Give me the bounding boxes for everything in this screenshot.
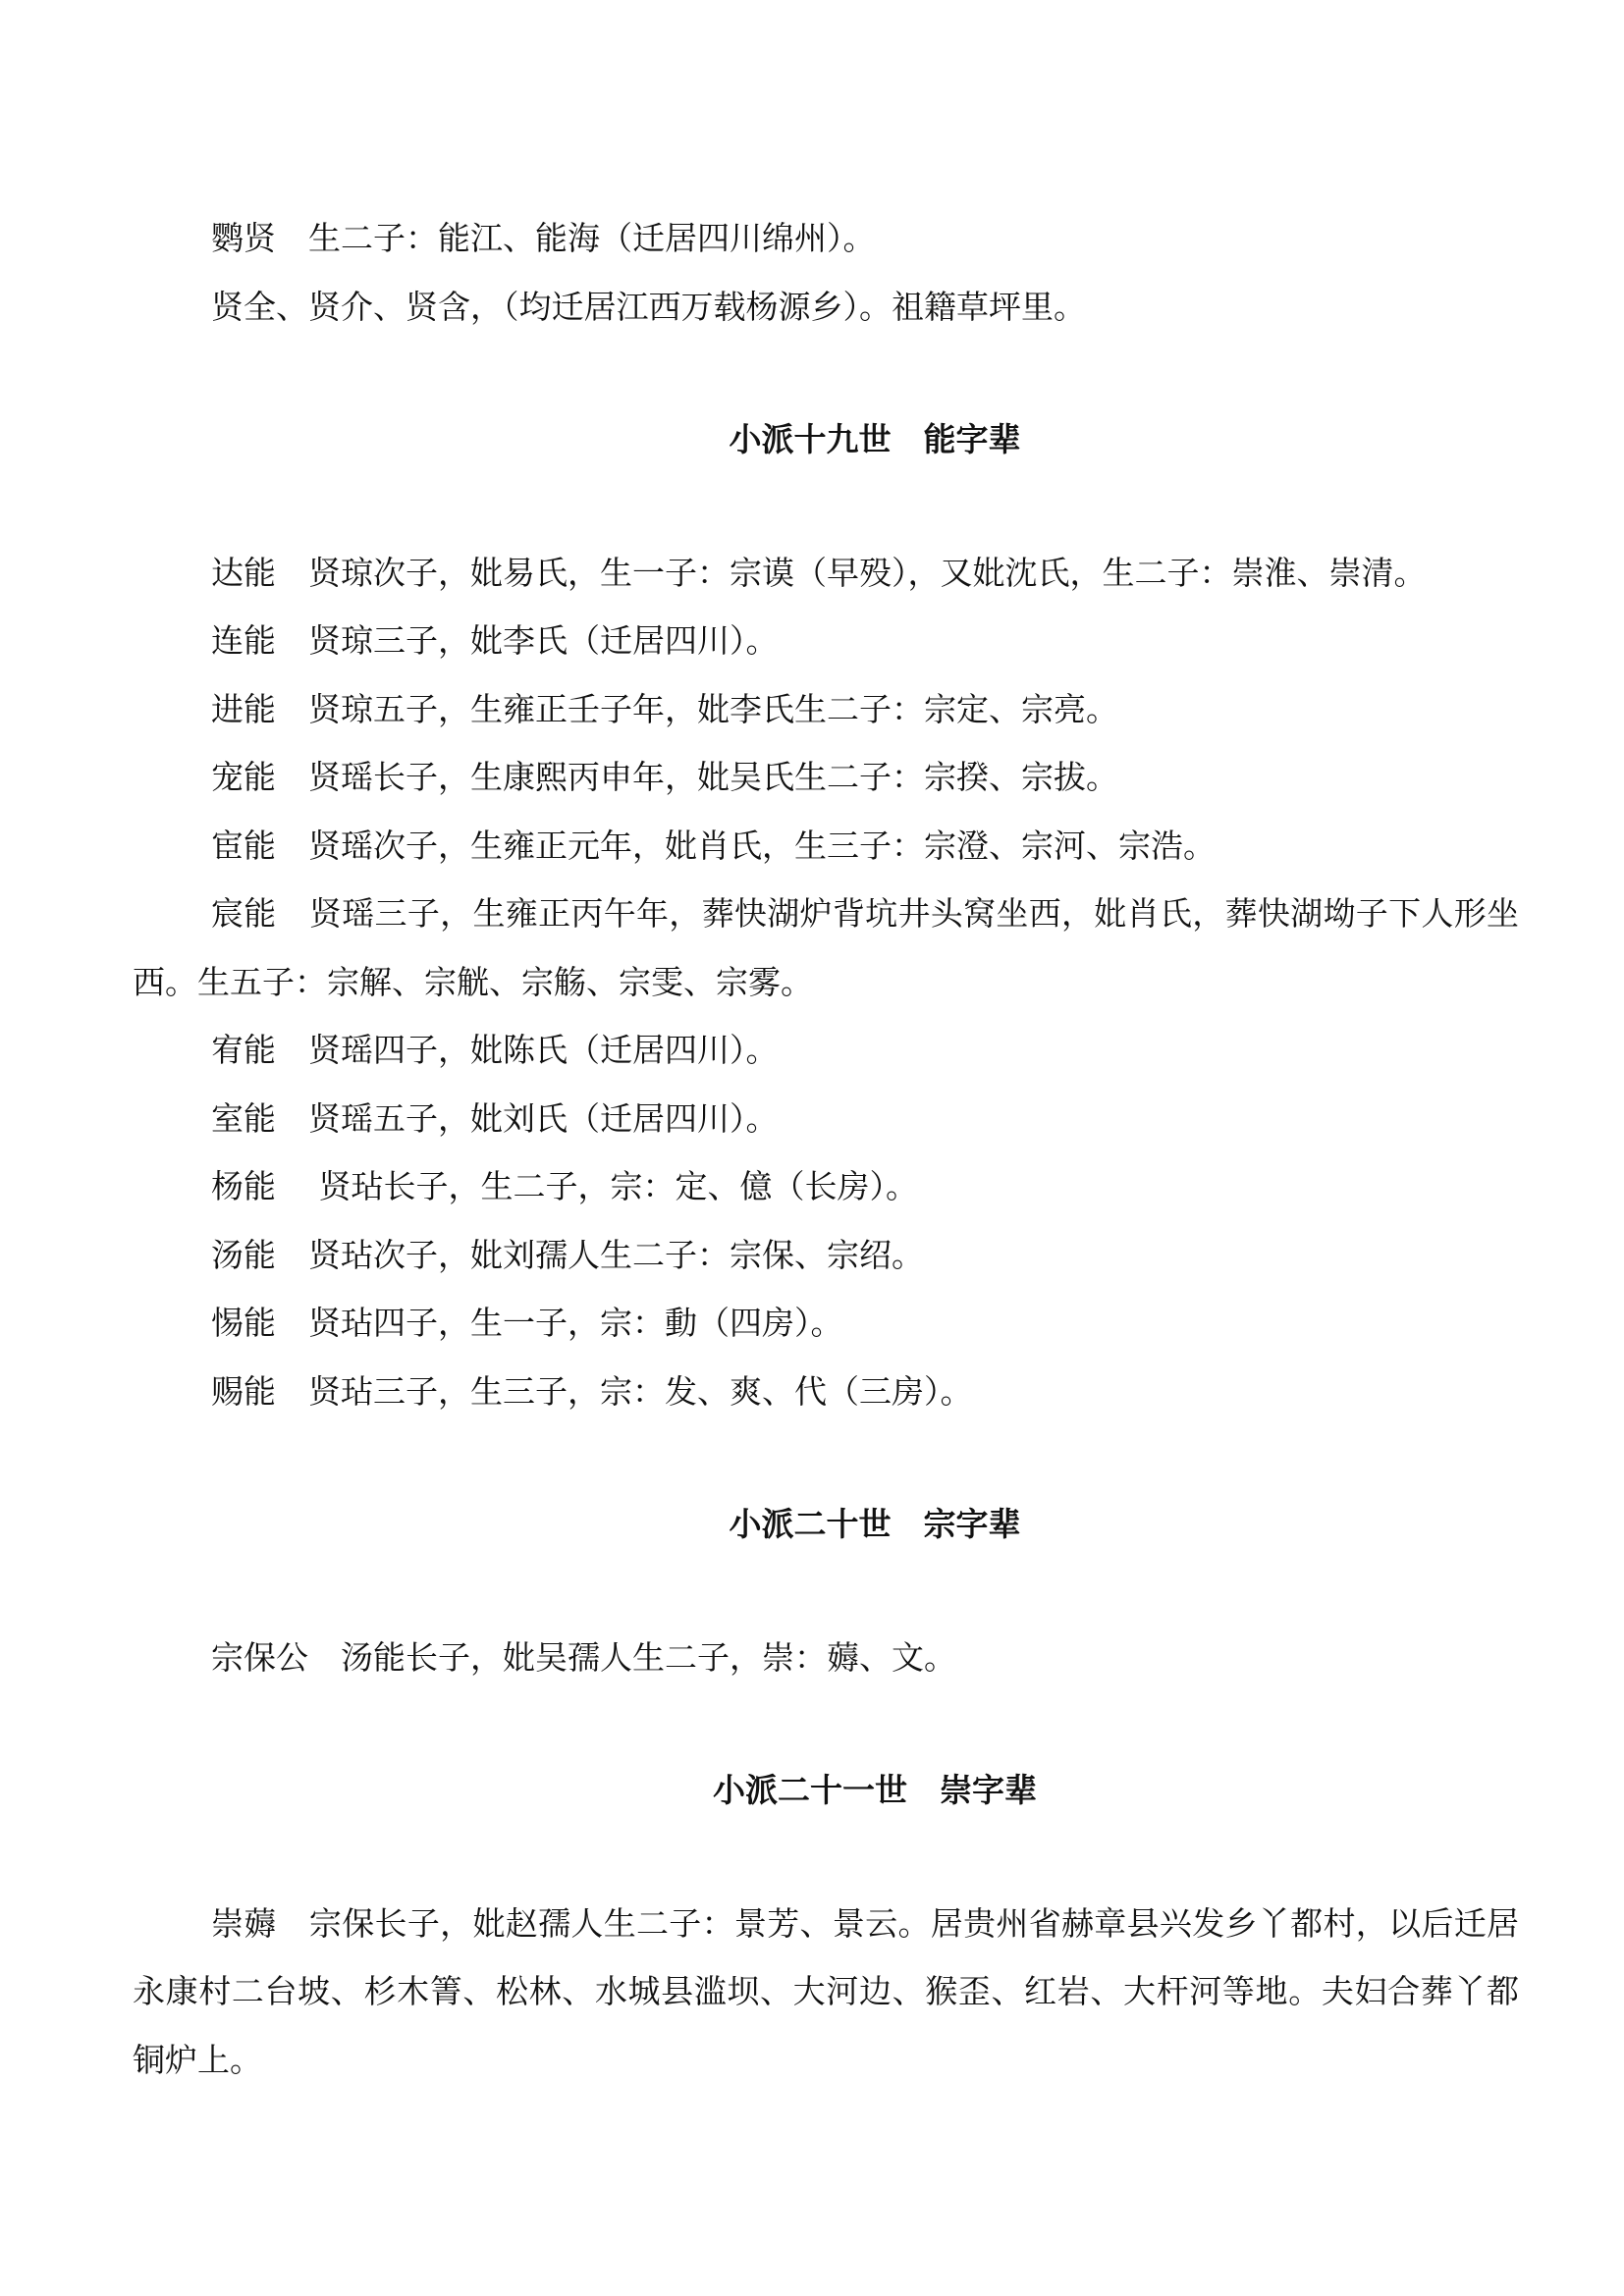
genealogy-entry: 达能 贤琼次子，妣易氏，生一子：宗谟（早殁），又妣沈氏，生二子：崇淮、崇清。 <box>211 553 1427 592</box>
document-page <box>133 204 1519 2094</box>
genealogy-entry: 杨能 贤玷长子，生二子，宗：定、億（长房）。 <box>211 1167 918 1205</box>
intro-line: 贤全、贤介、贤含，（均迁居江西万载杨源乡）。祖籍草坪里。 <box>211 287 1086 326</box>
section-heading: 小派二十世 宗字辈 <box>729 1505 1021 1543</box>
generation-19-list <box>133 539 1519 1426</box>
genealogy-entry: 崇薅 宗保长子，妣赵孺人生二子：景芳、景云。居贵州省赫章县兴发乡丫都村，以后迁居永康村二台坡、杉木箐、松林、水城县滥坝、大河边、猴歪、红岩、大杆河等地。夫妇合葬丫都铜炉上。 <box>133 1903 1519 2079</box>
genealogy-entry: 室能 贤瑶五子，妣刘氏（迁居四川）。 <box>211 1098 779 1138</box>
genealogy-entry: 宸能 贤瑶三子，生雍正丙午年，葬快湖炉背坑井头窝坐西，妣肖氏，葬快湖坳子下人形坐西。生五子：宗解、宗觥、宗觞、宗雯、宗雾。 <box>133 894 1519 1001</box>
intro-line: 鹦贤 生二子：能江、能海（迁居四川绵州）。 <box>211 219 876 257</box>
genealogy-entry: 赐能 贤玷三子，生三子，宗：发、爽、代（三房）。 <box>211 1371 973 1411</box>
genealogy-entry: 宥能 贤瑶四子，妣陈氏（迁居四川）。 <box>211 1031 779 1069</box>
genealogy-entry: 惕能 贤玷四子，生一子，宗：動（四房）。 <box>211 1304 843 1342</box>
generation-20-list <box>133 1624 1519 1692</box>
genealogy-entry: 进能 贤琼五子，生雍正壬子年，妣李氏生二子：宗定、宗亮。 <box>211 689 1118 728</box>
genealogy-entry: 宠能 贤瑶长子，生康熙丙申年，妣吴氏生二子：宗揆、宗拔。 <box>211 758 1118 796</box>
genealogy-entry: 汤能 贤玷次子，妣刘孺人生二子：宗保、宗绍。 <box>211 1235 924 1274</box>
genealogy-entry: 宦能 贤瑶次子，生雍正元年，妣肖氏，生三子：宗澄、宗河、宗浩。 <box>211 826 1216 865</box>
generation-21-list <box>133 1890 1519 2095</box>
genealogy-entry: 宗保公 汤能长子，妣吴孺人生二子，崇：薅、文。 <box>211 1637 956 1677</box>
genealogy-entry: 连能 贤琼三子，妣李氏（迁居四川）。 <box>211 621 779 660</box>
section-heading: 小派十九世 能字辈 <box>729 420 1021 458</box>
section-heading: 小派二十一世 崇字辈 <box>713 1771 1037 1809</box>
